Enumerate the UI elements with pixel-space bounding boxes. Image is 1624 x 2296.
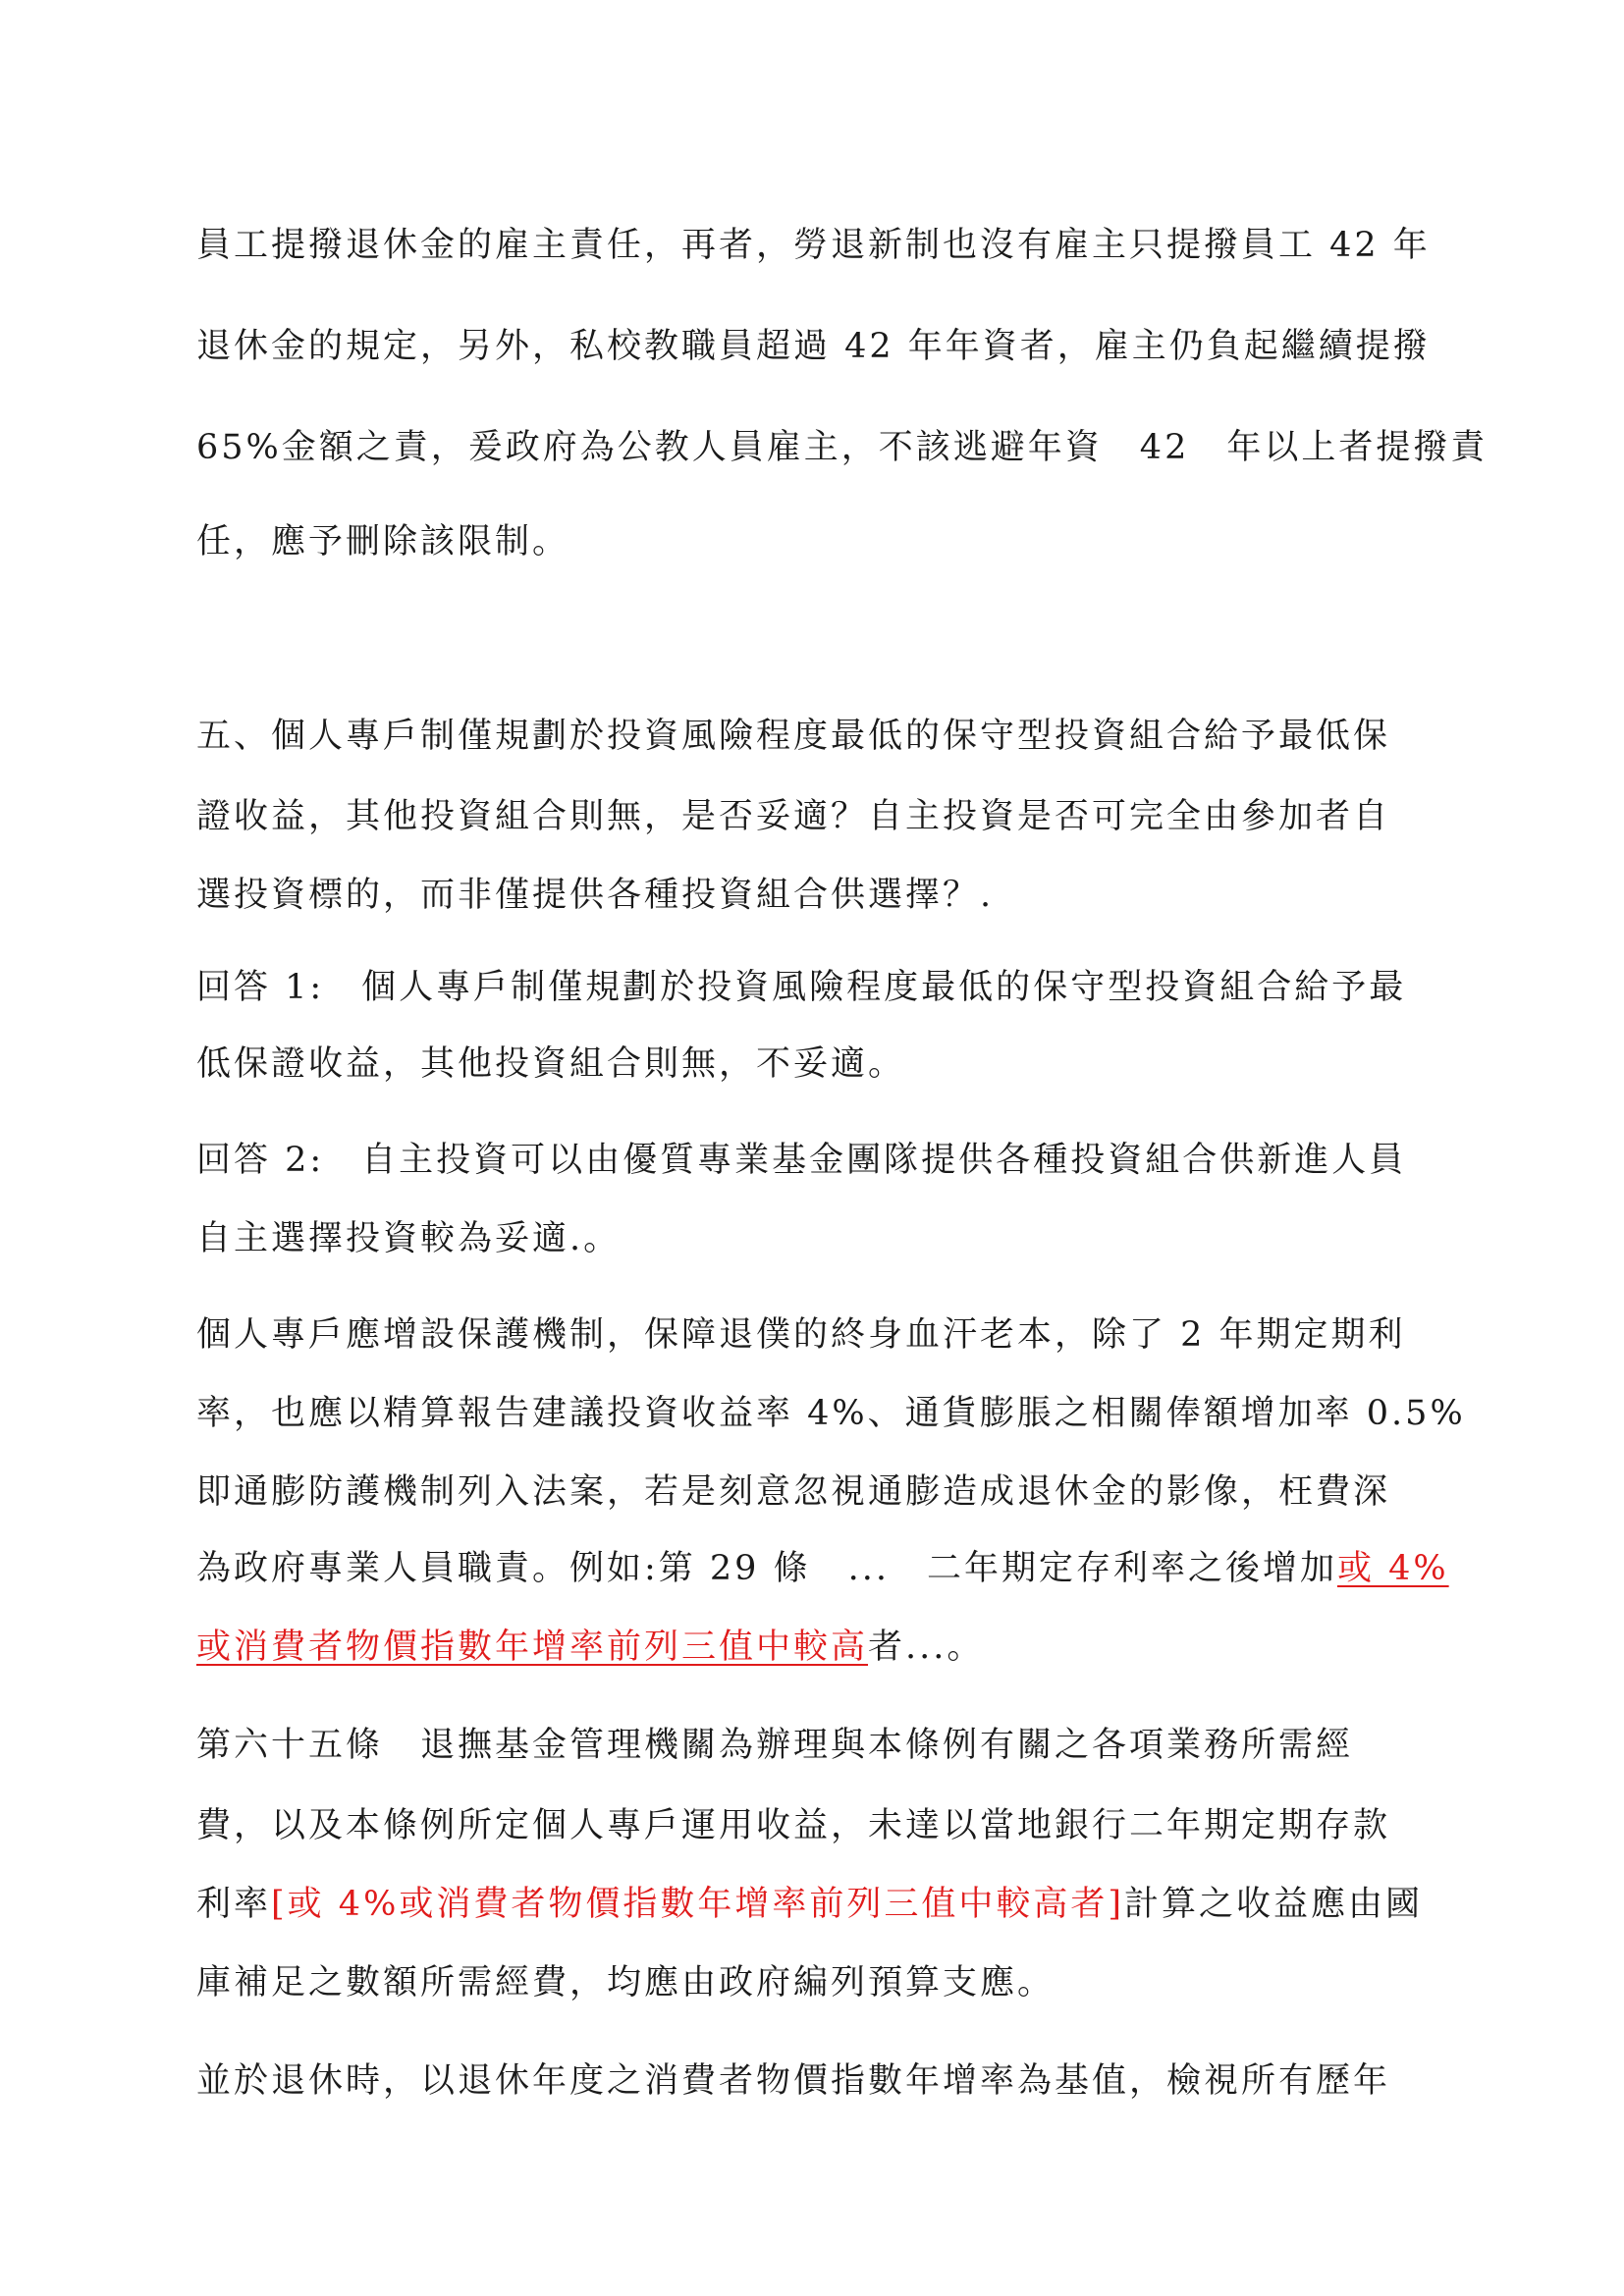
highlight-bracket-text: [或 4%或消費者物價指數年增率前列三值中較高者] xyxy=(271,1885,1124,1924)
article65-line-1: 第六十五條 退撫基金管理機關為辦理與本條例有關之各項業務所需經 xyxy=(196,1726,1354,1765)
para1-line-4: 任，應予刪除該限制。 xyxy=(196,522,570,561)
answer2-line-2: 自主選擇投資較為妥適.。 xyxy=(196,1219,622,1258)
question5-line-1: 五、個人專戶制僅規劃於投資風險程度最低的保守型投資組合給予最低保 xyxy=(196,717,1391,756)
protection-line-1: 個人專戶應增設保護機制，保障退僕的終身血汗老本，除了 2 年期定期利 xyxy=(196,1315,1406,1355)
protection-line-5-text: 者...。 xyxy=(868,1628,985,1667)
article65-line-3 xyxy=(196,1883,1423,1926)
answer2-line-1: 回答 2: 自主投資可以由優質專業基金團隊提供各種投資組合供新進人員 xyxy=(196,1141,1407,1180)
article65-line-4: 庫補足之數額所需經費，均應由政府編列預算支應。 xyxy=(196,1963,1056,2002)
para1-line-1: 員工提撥退休金的雇主責任，再者，勞退新制也沒有雇主只提撥員工 42 年 xyxy=(196,226,1431,265)
article65-line-3-prefix: 利率 xyxy=(196,1885,272,1924)
protection-line-5 xyxy=(196,1626,984,1669)
article65-line-3-suffix: 計算之收益應由國 xyxy=(1123,1885,1423,1924)
para1-line-2: 退休金的規定，另外，私校教職員超過 42 年年資者，雇主仍負起繼續提撥 xyxy=(196,327,1431,366)
article65-line-2: 費，以及本條例所定個人專戶運用收益，未達以當地銀行二年期定期存款 xyxy=(196,1806,1391,1845)
answer1-line-2: 低保證收益，其他投資組合則無，不妥適。 xyxy=(196,1044,906,1084)
protection-line-4 xyxy=(196,1547,1449,1590)
highlight-or-4pct: 或 4% xyxy=(1336,1549,1449,1588)
protection-line-4-text: 為政府專業人員職責。例如:第 29 條 ... 二年期定存利率之後增加 xyxy=(196,1549,1337,1588)
question5-line-2: 證收益，其他投資組合則無，是否妥適？自主投資是否可完全由參加者自 xyxy=(196,797,1391,836)
last-para-line-1: 並於退休時，以退休年度之消費者物價指數年增率為基值，檢視所有歷年 xyxy=(196,2061,1391,2101)
answer1-line-1: 回答 1: 個人專戶制僅規劃於投資風險程度最低的保守型投資組合給予最 xyxy=(196,968,1407,1007)
highlight-cpi-text: 或消費者物價指數年增率前列三值中較高 xyxy=(196,1628,869,1667)
question5-line-3: 選投資標的，而非僅提供各種投資組合供選擇？. xyxy=(196,876,995,915)
protection-line-3: 即通膨防護機制列入法案，若是刻意忽視通膨造成退休金的影像，枉費深 xyxy=(196,1472,1391,1512)
protection-line-2: 率，也應以精算報告建議投資收益率 4%、通貨膨脹之相關俸額增加率 0.5% xyxy=(196,1394,1466,1433)
para1-line-3: 65%金額之責，爰政府為公教人員雇主，不該逃避年資 42 年以上者提撥責 xyxy=(196,428,1489,467)
